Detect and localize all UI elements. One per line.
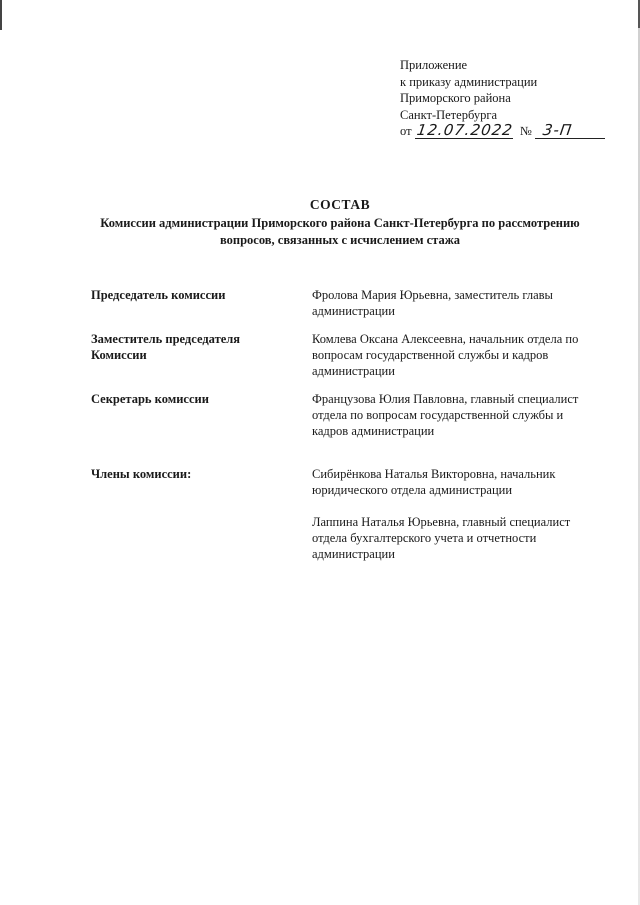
document-subtitle-line-1: Комиссии администрации Приморского района Санкт-Петербурга по рассмотрению — [100, 216, 580, 230]
role-label: Председатель комиссии — [91, 288, 226, 302]
role-label: Заместитель председателя Комиссии — [91, 332, 241, 362]
person-cell — [312, 391, 602, 439]
role-label: Члены комиссии: — [91, 467, 192, 481]
order-date-field — [415, 123, 513, 139]
document-title: СОСТАВ — [309, 197, 371, 212]
appendix-line-1: Приложение — [400, 58, 468, 72]
order-number-handwritten: 3-П — [541, 121, 574, 139]
person-entry: Сибирёнкова Наталья Викторовна, начальник юридического отдела администрации — [312, 467, 556, 497]
appendix-line-4: Санкт-Петербурга — [400, 107, 498, 122]
document-title-block — [70, 196, 610, 248]
appendix-block — [400, 57, 605, 140]
order-date-handwritten: 12.07.2022 — [415, 121, 514, 139]
number-prefix: № — [519, 124, 532, 138]
scan-edge-left — [0, 0, 2, 30]
person-entry: Лаппина Наталья Юрьевна, главный специалист отдела бухгалтерского учета и отчетности администрации — [312, 515, 571, 561]
order-date-line — [400, 123, 605, 140]
person-cell — [312, 331, 602, 379]
person-cell — [312, 287, 602, 319]
person-entry: Фролова Мария Юрьевна, заместитель главы администрации — [312, 288, 553, 318]
document-subtitle-line-2: вопросов, связанных с исчислением стажа — [219, 233, 461, 247]
appendix-line-2: к приказу администрации — [400, 74, 538, 89]
date-prefix: от — [400, 124, 412, 138]
role-label: Секретарь комиссии — [91, 392, 209, 406]
order-number-field — [535, 123, 605, 139]
person-cell — [312, 466, 602, 562]
appendix-line-3: Приморского района — [400, 91, 511, 105]
person-entry: Комлева Оксана Алексеевна, начальник отдела по вопросам государственной службы и кадров администрации — [312, 332, 579, 378]
person-entry: Французова Юлия Павловна, главный специалист отдела по вопросам государственной службы и кадров администрации — [312, 392, 579, 438]
